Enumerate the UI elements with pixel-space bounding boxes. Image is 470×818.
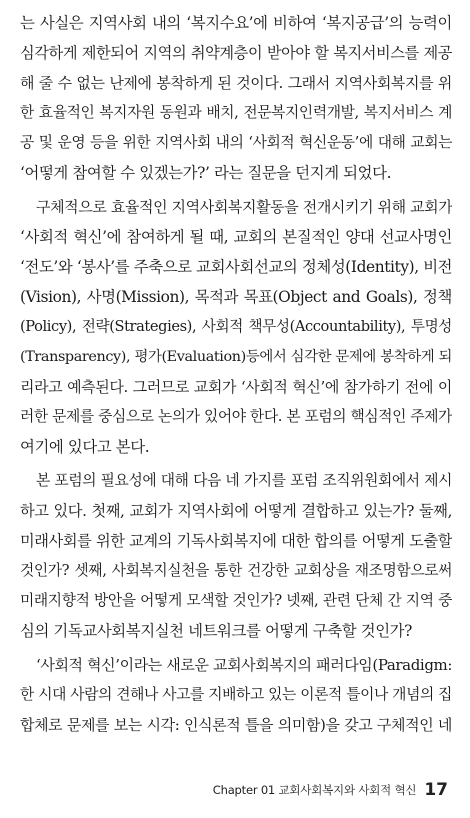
text-line: ‘사회적 혁신’이라는 새로운 교회사회복지의 패러다임(Paradigm: [36,656,452,674]
text-line: ‘전도’와 ‘봉사’를 주축으로 교회사회선교의 정체성(Identity), 비전 [20,258,452,276]
text-line: 미래지향적 방안을 어떻게 모색할 것인가? 넷째, 관련 단체 간 지역 중 [20,592,452,609]
text-line: 합체로 문제를 보는 시각: 인식론적 틀을 의미함)을 갖고 구체적인 네 [20,716,452,734]
text-line: 한 효율적인 복지자원 동원과 배치, 전문복지인력개발, 복지서비스 계 [20,104,452,121]
text-line: (Transparency), 평가(Evaluation)등에서 심각한 문제에 봉착하게 되 [20,349,452,365]
text-line: 심의 기독교사회복지실천 네트워크를 어떻게 구축할 것인가? [20,622,412,640]
text-line: 미래사회를 위한 교계의 기독사회복지에 대한 합의를 어떻게 도출할 [20,532,452,550]
text-line: 본 포럼의 필요성에 대해 다음 네 가지를 포럼 조직위원회에서 제시 [36,472,452,489]
text-line: 리라고 예측된다. 그러므로 교회가 ‘사회적 혁신’에 참가하기 전에 이 [20,378,452,396]
paragraph-3 [20,466,452,646]
page-footer [213,776,448,802]
text-line: (Policy), 전략(Strategies), 사회적 책무성(Accountability), 투명성 [20,318,452,335]
text-line: 것인가? 셋째, 사회복지실천을 통한 건강한 교회상을 재조명함으로써 [20,562,452,579]
text-line: ‘사회적 혁신’에 참여하게 될 때, 교회의 본질적인 양대 선교사명인 [20,228,452,246]
text-line: 공 및 운영 등을 위한 지역사회 내의 ‘사회적 혁신운동’에 대해 교회는 [20,134,452,151]
text-line: 여기에 있다고 본다. [20,438,150,456]
page-number: 17 [424,780,448,800]
paragraph-1 [20,8,452,188]
text-line: ‘어떻게 참여할 수 있겠는가?’ 라는 질문을 던지게 되었다. [20,164,392,182]
chapter-title: Chapter 01 교회사회복지와 사회적 혁신 [212,783,417,797]
text-line: 한 시대 사람의 견해나 사고를 지배하고 있는 이론적 틀이나 개념의 집 [20,686,452,703]
text-line: 심각하게 제한되어 지역의 취약계층이 받아야 할 복지서비스를 제공 [20,44,452,62]
text-line: (Vision), 사명(Mission), 목적과 목표(Object and Goals), 정책 [20,288,452,306]
text-line: 해 줄 수 없는 난제에 봉착하게 된 것이다. 그래서 지역사회복지를 위 [20,74,452,92]
paragraph-2 [20,192,452,462]
body-text [20,8,452,740]
text-line: 하고 있다. 첫째, 교회가 지역사회에 어떻게 결합하고 있는가? 둘째, [20,502,452,520]
text-line: 구체적으로 효율적인 지역사회복지활동을 전개시키기 위해 교회가 [36,198,452,216]
paragraph-4 [20,650,452,740]
text-line: 러한 문제를 중심으로 논의가 있어야 한다. 본 포럼의 핵심적인 주제가 [20,408,452,425]
text-line: 는 사실은 지역사회 내의 ‘복지수요’에 비하여 ‘복지공급’의 능력이 [20,14,452,32]
